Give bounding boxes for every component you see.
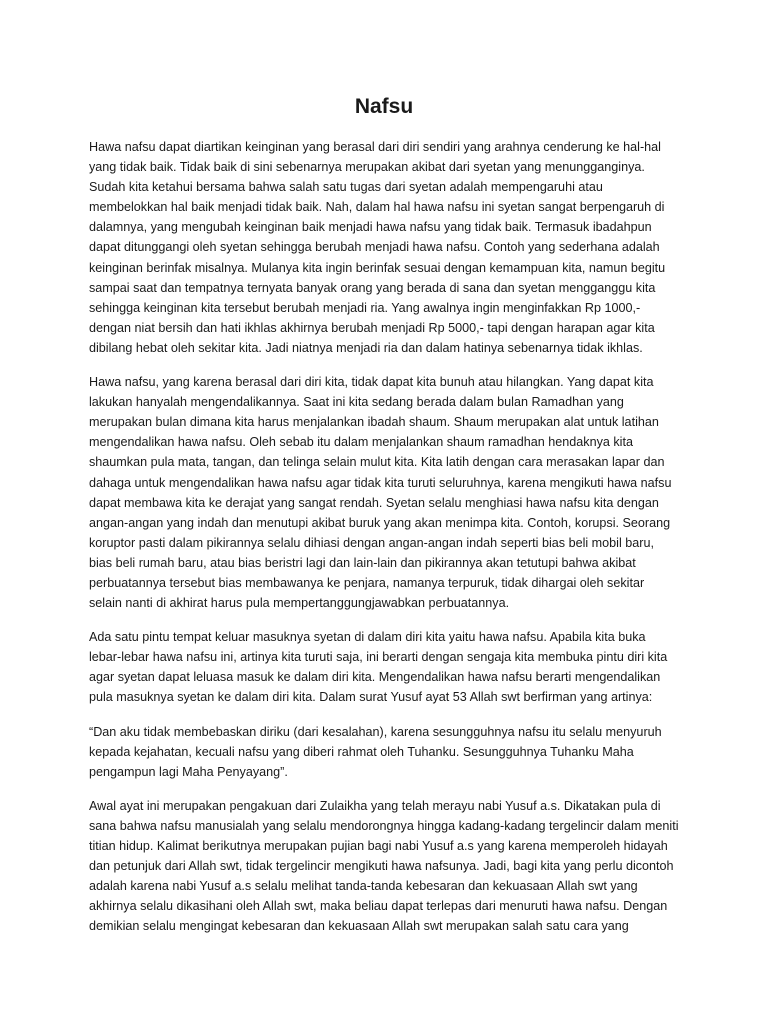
paragraph-quote: “Dan aku tidak membebaskan diriku (dari kesalahan), karena sesungguhnya nafsu itu selalu menyuruh kepada kejahatan, kecuali nafsu yang diberi rahmat oleh Tuhanku. Sesungguhnya Tuhanku Maha pengampun lagi Maha Penyayang”. bbox=[89, 724, 662, 779]
paragraph-5: Awal ayat ini merupakan pengakuan dari Zulaikha yang telah merayu nabi Yusuf a.s. Dikatakan pula di sana bahwa nafsu manusialah yang selalu mendorongnya hingga kadang-kadang tergelincir dalam meniti titian hidup. Kalimat berikutnya merupakan pujian bagi nabi Yusuf a.s yang karena memperoleh hidayah dan petunjuk dari Allah swt, tidak tergelincir mengikuti hawa nafsunya. Jadi, bagi kita yang perlu dicontoh adalah karena nabi Yusuf a.s selalu melihat tanda-tanda kebesaran dan kekuasaan Allah swt yang akhirnya selalu dikasihani oleh Allah swt, maka beliau dapat terlepas dari menuruti hawa nafsu. Dengan demikian selalu mengingat kebesaran dan kekuasaan Allah swt merupakan salah satu cara yang bbox=[89, 798, 679, 934]
document-title: Nafsu bbox=[354, 95, 414, 118]
paragraph-1: Hawa nafsu dapat diartikan keinginan yang berasal dari diri sendiri yang arahnya cenderung ke hal-hal yang tidak baik. Tidak baik di sini sebenarnya merupakan akibat dari syetan yang menungganginya. Sudah kita ketahui bersama bahwa salah satu tugas dari syetan adalah mempengaruhi atau membelokkan hal baik menjadi tidak baik. Nah, dalam hal hawa nafsu ini syetan sangat berpengaruh di dalamnya, yang mengubah keinginan baik menjadi hawa nafsu yang tidak baik. Termasuk ibadahpun dapat ditunggangi oleh syetan sehingga berubah menjadi hawa nafsu. Contoh yang sederhana adalah keinginan berinfak misalnya. Mulanya kita ingin berinfak sesuai dengan kemampuan kita, namun begitu sampai saat dan tempatnya ternyata banyak orang yang berada di sana dan syetan mengganggu kita sehingga keinginan kita tersebut berubah menjadi ria. Yang awalnya ingin menginfakkan Rp 1000,- dengan niat bersih dan hati ikhlas akhirnya berubah menjadi Rp 5000,- tapi dengan harapan agar kita dibilang hebat oleh sekitar kita. Jadi niatnya menjadi ria dan dalam hatinya sebenarnya tidak ikhlas. bbox=[89, 140, 666, 355]
document-body bbox=[89, 137, 679, 950]
paragraph-2: Hawa nafsu, yang karena berasal dari diri kita, tidak dapat kita bunuh atau hilangkan. Yang dapat kita lakukan hanyalah mengendalikannya. Saat ini kita sedang berada dalam bulan Ramadhan yang merupakan bulan dimana kita harus menjalankan ibadah shaum. Shaum merupakan alat untuk latihan mengendalikan hawa nafsu. Oleh sebab itu dalam menjalankan shaum ramadhan hendaknya kita shaumkan pula mata, tangan, dan telinga selain mulut kita. Kita latih dengan cara merasakan lapar dan dahaga untuk mengendalikan hawa nafsu agar tidak kita turuti seluruhnya, karena mengikuti hawa nafsu dapat membawa kita ke derajat yang sangat rendah. Syetan selalu menghiasi hawa nafsu kita dengan angan-angan yang indah dan menutupi akibat buruk yang akan menimpa kita. Contoh, korupsi. Seorang koruptor pasti dalam pikirannya selalu dihiasi dengan angan-angan indah seperti bias beli mobil baru, bias beli rumah baru, atau bias beristri lagi dan lain-lain dan pikirannya akan tetutupi bahwa akibat perbuatannya tersebut bias membawanya ke penjara, namanya terpuruk, tidak dihargai oleh sekitar selain nanti di akhirat harus pula mempertanggungjawabkan perbuatannya. bbox=[89, 375, 672, 611]
paragraph-3: Ada satu pintu tempat keluar masuknya syetan di dalam diri kita yaitu hawa nafsu. Apabila kita buka lebar-lebar hawa nafsu ini, artinya kita turuti saja, ini berarti dengan sengaja kita membuka pintu diri kita agar syetan dapat leluasa masuk ke dalam diri kita. Mengendalikan hawa nafsu berarti mengendalikan pula masuknya syetan ke dalam diri kita. Dalam surat Yusuf ayat 53 Allah swt berfirman yang artinya: bbox=[89, 630, 668, 705]
